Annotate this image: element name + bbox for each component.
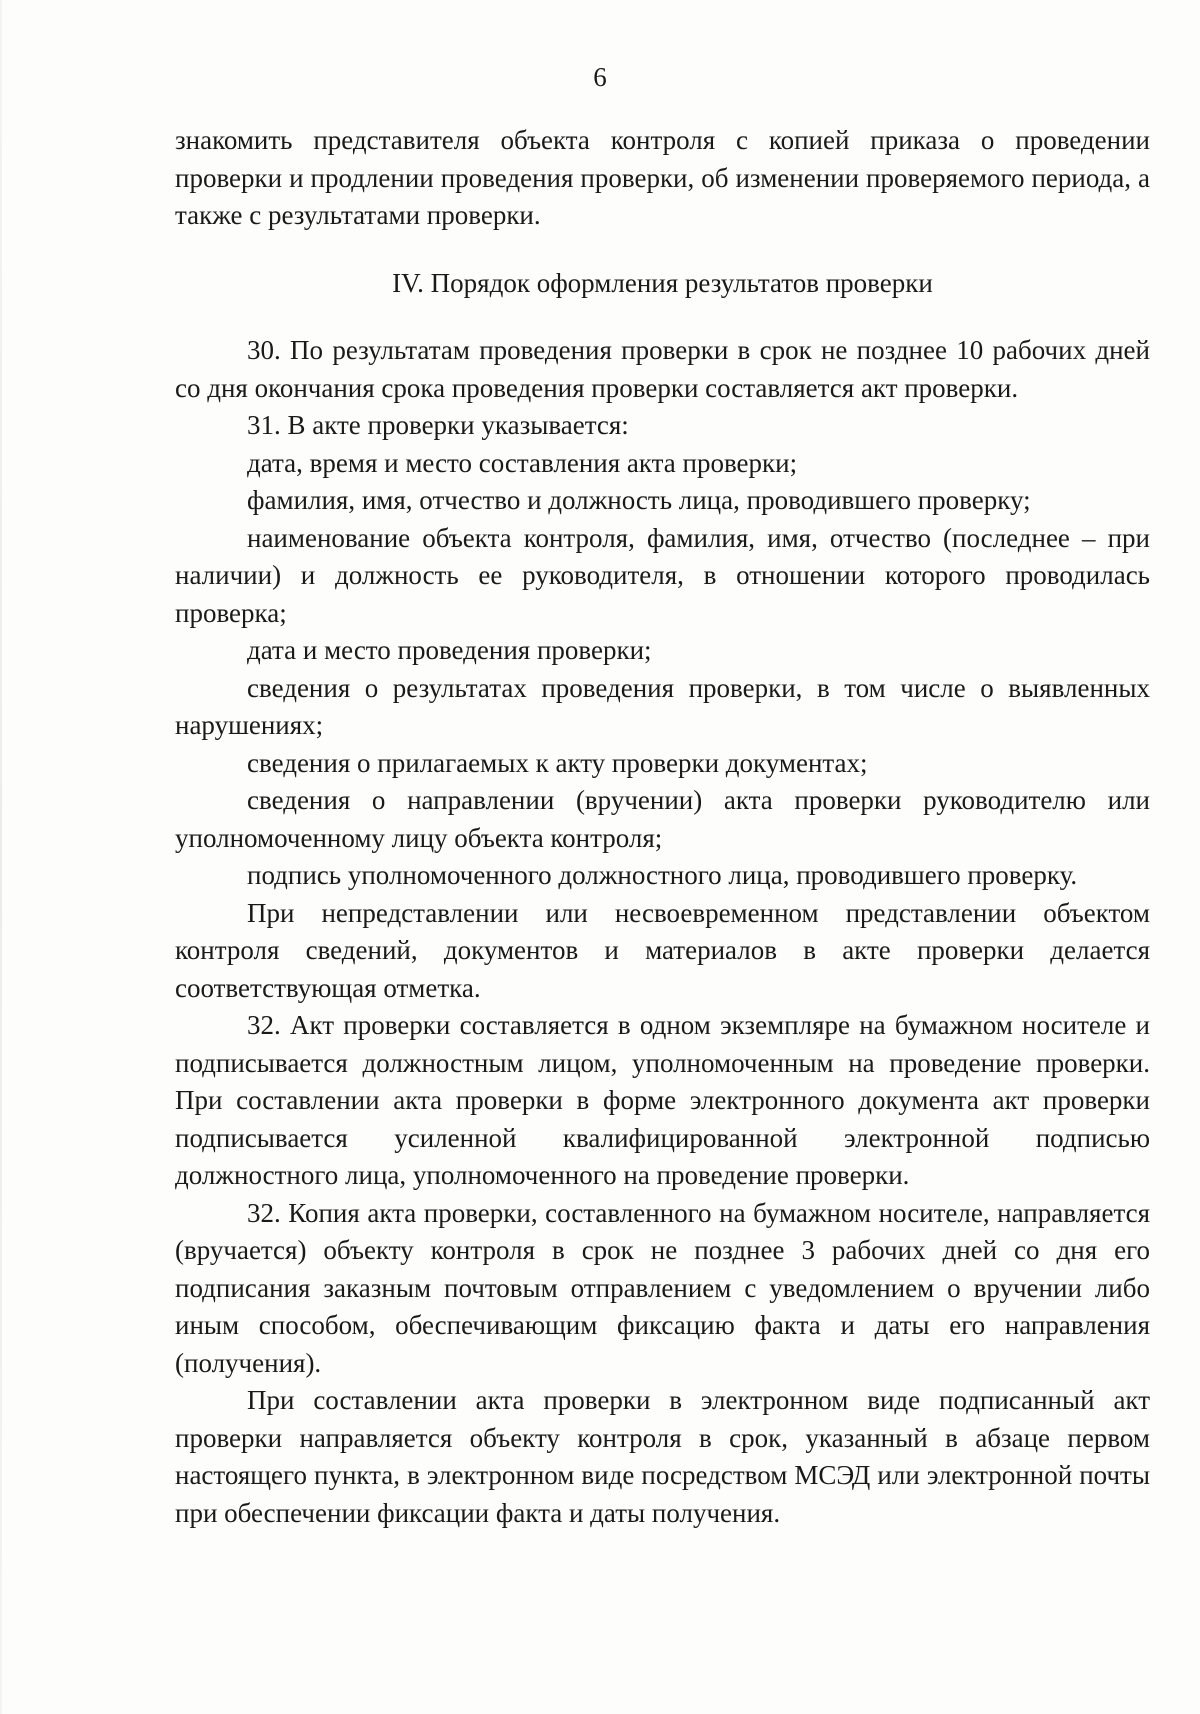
paragraph-32-act: 32. Акт проверки составляется в одном экземпляре на бумажном носителе и подписывается должностным лицом, уполномоченным на проведение проверки. При составлении акта проверки в форме электронного документа акт проверки подписывается усиленной квалифицированной электронной подписью должностного лица, уполномоченного на проведение проверки. xyxy=(175,1010,1150,1190)
paragraph-31-item-inspector: фамилия, имя, отчество и должность лица, проводившего проверку; xyxy=(247,485,1031,515)
paragraph-32-copy: 32. Копия акта проверки, составленного на бумажном носителе, направляется (вручается) объекту контроля в срок не позднее 3 рабочих дней со дня его подписания заказным почтовым отправлением с уведомлением о вручении либо иным способом, обеспечивающим фиксацию факта и даты его направления (получения). xyxy=(175,1197,1150,1378)
paragraph-31-item-signature: подпись уполномоченного должностного лица, проводившего проверку. xyxy=(247,860,1078,890)
paragraph-31-note: При непредставлении или несвоевременном представлении объектом контроля сведений, документов и материалов в акте проверки делается соответствующая отметка. xyxy=(175,897,1150,1003)
paragraph-30: 30. По результатам проведения проверки в срок не позднее 10 рабочих дней со дня окончания срока проведения проверки составляется акт проверки. xyxy=(175,335,1150,403)
paragraph-32-electronic: При составлении акта проверки в электронном виде подписанный акт проверки направляется объекту контроля в срок, указанный в абзаце первом настоящего пункта, в электронном виде посредством МСЭД или электронной почты при обеспечении фиксации факта и даты получения. xyxy=(175,1385,1150,1528)
paragraph-31-item-delivery: сведения о направлении (вручении) акта проверки руководителю или уполномоченному лицу объекта контроля; xyxy=(175,785,1150,853)
paragraph-31-item-place: дата и место проведения проверки; xyxy=(247,635,652,665)
scan-edge-shadow xyxy=(0,0,2,1714)
paragraph-31-item-results: сведения о результатах проведения проверки, в том числе о выявленных нарушениях; xyxy=(175,672,1150,740)
paragraph-31: 31. В акте проверки указывается: xyxy=(247,410,629,440)
paragraph-continuation: знакомить представителя объекта контроля с копией приказа о проведении проверки и продлении проведения проверки, об изменении проверяемого периода, а также с результатами проверки. xyxy=(175,125,1150,230)
page-number: 6 xyxy=(593,62,607,92)
paragraph-31-item-object: наименование объекта контроля, фамилия, имя, отчество (последнее – при наличии) и должность ее руководителя, в отношении которого проводилась проверка; xyxy=(175,522,1150,628)
document-body xyxy=(175,122,1150,1532)
paragraph-31-item-date: дата, время и место составления акта проверки; xyxy=(247,447,798,478)
paragraph-31-item-attachments: сведения о прилагаемых к акту проверки документах; xyxy=(247,747,868,778)
section-heading: IV. Порядок оформления результатов проверки xyxy=(392,267,933,298)
